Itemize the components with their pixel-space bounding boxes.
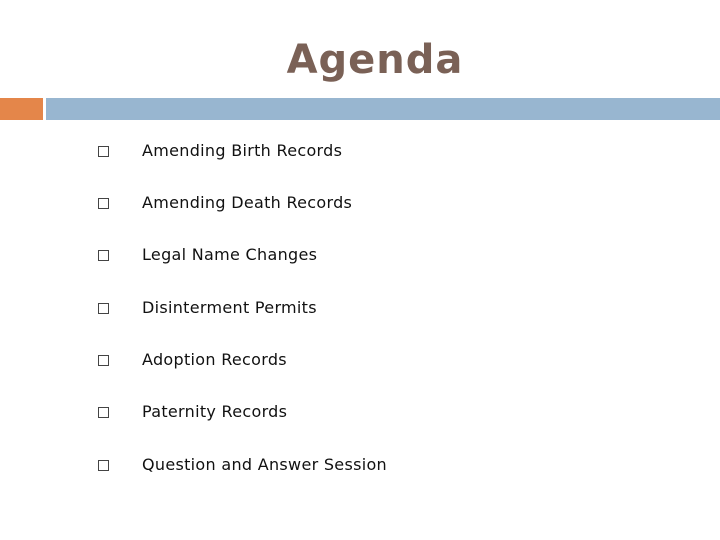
square-bullet-icon <box>98 198 109 209</box>
square-bullet-icon <box>98 460 109 471</box>
square-bullet-icon <box>98 250 109 261</box>
agenda-item <box>0 398 720 428</box>
agenda-item <box>0 241 720 271</box>
agenda-item-label: Disinterment Permits <box>142 298 317 317</box>
agenda-item-label: Adoption Records <box>142 350 287 369</box>
agenda-item-label: Legal Name Changes <box>142 245 318 264</box>
agenda-item <box>0 189 720 219</box>
agenda-item-label: Paternity Records <box>142 402 288 421</box>
agenda-item-label: Amending Death Records <box>142 193 353 212</box>
square-bullet-icon <box>98 355 109 366</box>
agenda-item <box>0 294 720 324</box>
agenda-item <box>0 346 720 376</box>
square-bullet-icon <box>98 407 109 418</box>
agenda-item-label: Question and Answer Session <box>142 455 387 474</box>
agenda-item <box>0 137 720 167</box>
slide-title: Agenda <box>286 37 464 83</box>
agenda-item <box>0 451 720 481</box>
square-bullet-icon <box>98 303 109 314</box>
square-bullet-icon <box>98 146 109 157</box>
agenda-item-label: Amending Birth Records <box>142 141 343 160</box>
